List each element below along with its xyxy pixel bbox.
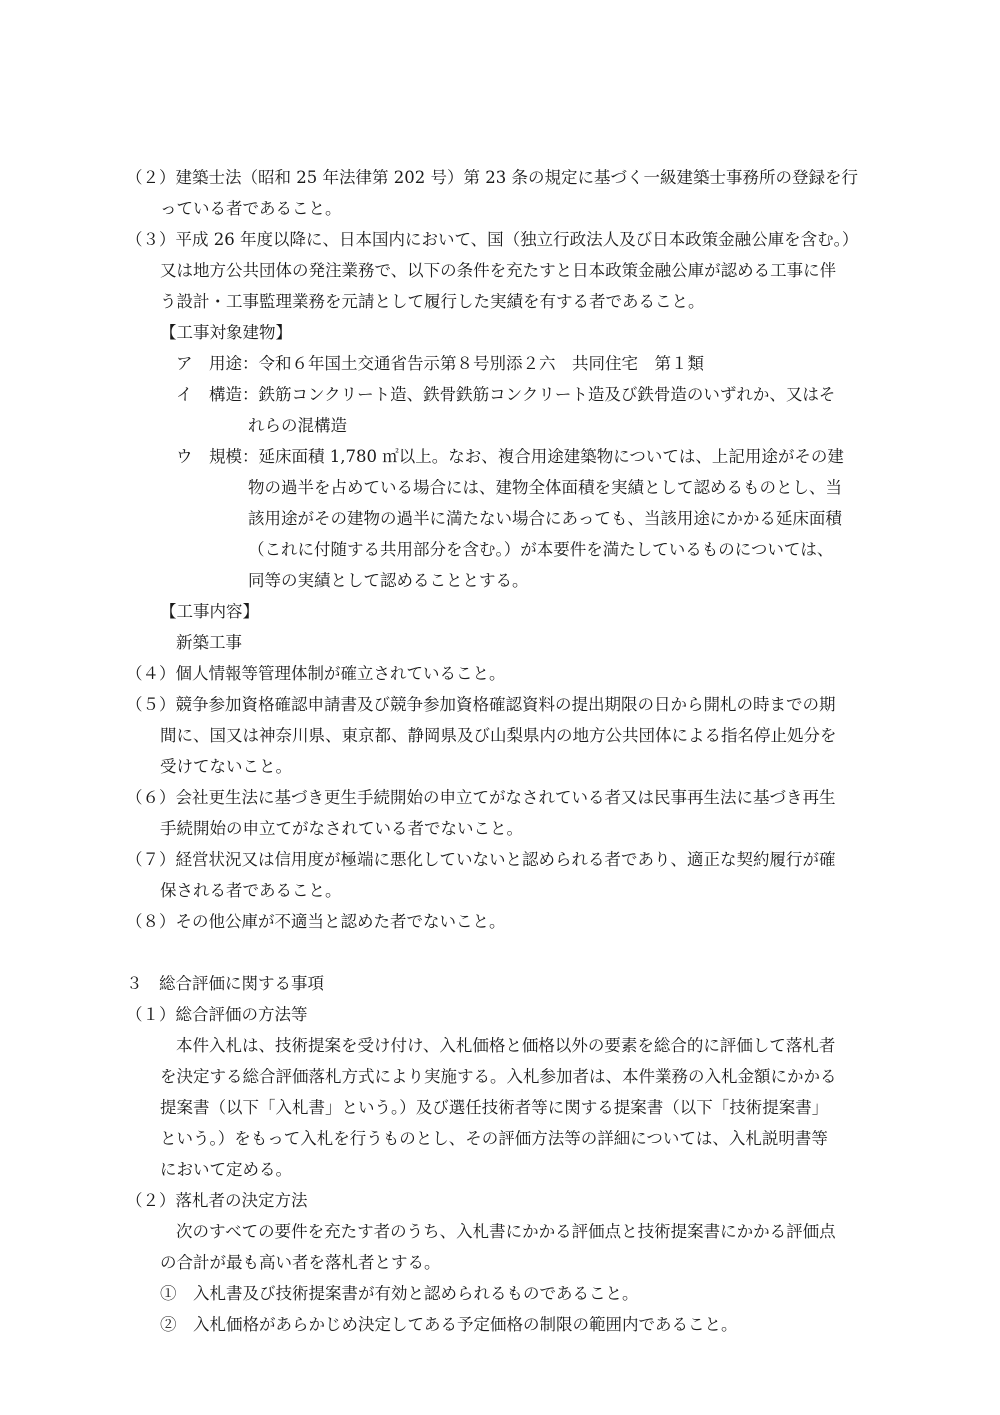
section-3-1-para-line-4: という。）をもって入札を行うものとし、その評価方法等の詳細については、入札説明書等 — [160, 1129, 828, 1148]
building-heading: 【工事対象建物】 — [160, 323, 292, 342]
item-4-line-1: （４）個人情報等管理体制が確立されていること。 — [126, 664, 506, 683]
section-3-2-heading: （２）落札者の決定方法 — [126, 1191, 308, 1210]
section-3-heading: ３ 総合評価に関する事項 — [126, 974, 324, 993]
section-3-1-para-line-2: を決定する総合評価落札方式により実施する。入札参加者は、本件業務の入札金額にかかる — [160, 1067, 837, 1086]
item-3-line-2: 又は地方公共団体の発注業務で、以下の条件を充たすと日本政策金融公庫が認める工事に伴 — [160, 261, 837, 280]
item-5-line-1: （５）競争参加資格確認申請書及び競争参加資格確認資料の提出期限の日から開札の時までの期 — [126, 695, 836, 714]
requirement-1: ① 入札書及び技術提案書が有効と認められるものであること。 — [160, 1284, 639, 1303]
work-content: 新築工事 — [176, 633, 242, 652]
building-structure-line-2: れらの混構造 — [248, 416, 347, 435]
building-use: ア 用途：令和６年国土交通省告示第８号別添２六 共同住宅 第１類 — [176, 354, 704, 373]
building-scale-line-4: （これに付随する共用部分を含む。）が本要件を満たしているものについては、 — [248, 540, 834, 559]
building-structure-line-1: イ 構造：鉄筋コンクリート造、鉄骨鉄筋コンクリート造及び鉄骨造のいずれか、又はそ — [176, 385, 836, 404]
item-6-line-1: （６）会社更生法に基づき更生手続開始の申立てがなされている者又は民事再生法に基づき再生 — [126, 788, 836, 807]
item-2-line-2: っている者であること。 — [160, 199, 342, 218]
item-5-line-3: 受けてないこと。 — [160, 757, 292, 776]
building-scale-line-3: 該用途がその建物の過半に満たない場合にあっても、当該用途にかかる延床面積 — [248, 509, 842, 528]
building-scale-line-5: 同等の実績として認めることとする。 — [248, 571, 529, 590]
item-8-line-1: （８）その他公庫が不適当と認めた者でないこと。 — [126, 912, 506, 931]
item-2-line-1: （２）建築士法（昭和 25 年法律第 202 号）第 23 条の規定に基づく一級建築士事務所の登録を行 — [126, 168, 858, 187]
work-heading: 【工事内容】 — [160, 602, 259, 621]
item-3-line-3: う設計・工事監理業務を元請として履行した実績を有する者であること。 — [160, 292, 705, 311]
building-scale-line-1: ウ 規模：延床面積 1,780 ㎡以上。なお、複合用途建築物については、上記用途がその建 — [176, 447, 844, 466]
section-3-1-para-line-1: 本件入札は、技術提案を受け付け、入札価格と価格以外の要素を総合的に評価して落札者 — [176, 1036, 836, 1055]
item-7-line-1: （７）経営状況又は信用度が極端に悪化していないと認められる者であり、適正な契約履行が確 — [126, 850, 836, 869]
section-3-1-heading: （１）総合評価の方法等 — [126, 1005, 308, 1024]
requirement-2: ② 入札価格があらかじめ決定してある予定価格の制限の範囲内であること。 — [160, 1315, 738, 1334]
item-7-line-2: 保される者であること。 — [160, 881, 342, 900]
building-scale-line-2: 物の過半を占めている場合には、建物全体面積を実績として認めるものとし、当 — [248, 478, 842, 497]
section-3-1-para-line-5: において定める。 — [160, 1160, 292, 1179]
item-5-line-2: 間に、国又は神奈川県、東京都、静岡県及び山梨県内の地方公共団体による指名停止処分を — [160, 726, 837, 745]
section-3-1-para-line-3: 提案書（以下「入札書」という。）及び選任技術者等に関する提案書（以下「技術提案書」 — [160, 1098, 829, 1117]
item-6-line-2: 手続開始の申立てがなされている者でないこと。 — [160, 819, 523, 838]
section-3-2-para-line-1: 次のすべての要件を充たす者のうち、入札書にかかる評価点と技術提案書にかかる評価点 — [176, 1222, 836, 1241]
item-3-line-1: （３）平成 26 年度以降に、日本国内において、国（独立行政法人及び日本政策金融公庫を含む。） — [126, 230, 859, 249]
section-3-2-para-line-2: の合計が最も高い者を落札者とする。 — [160, 1253, 441, 1272]
